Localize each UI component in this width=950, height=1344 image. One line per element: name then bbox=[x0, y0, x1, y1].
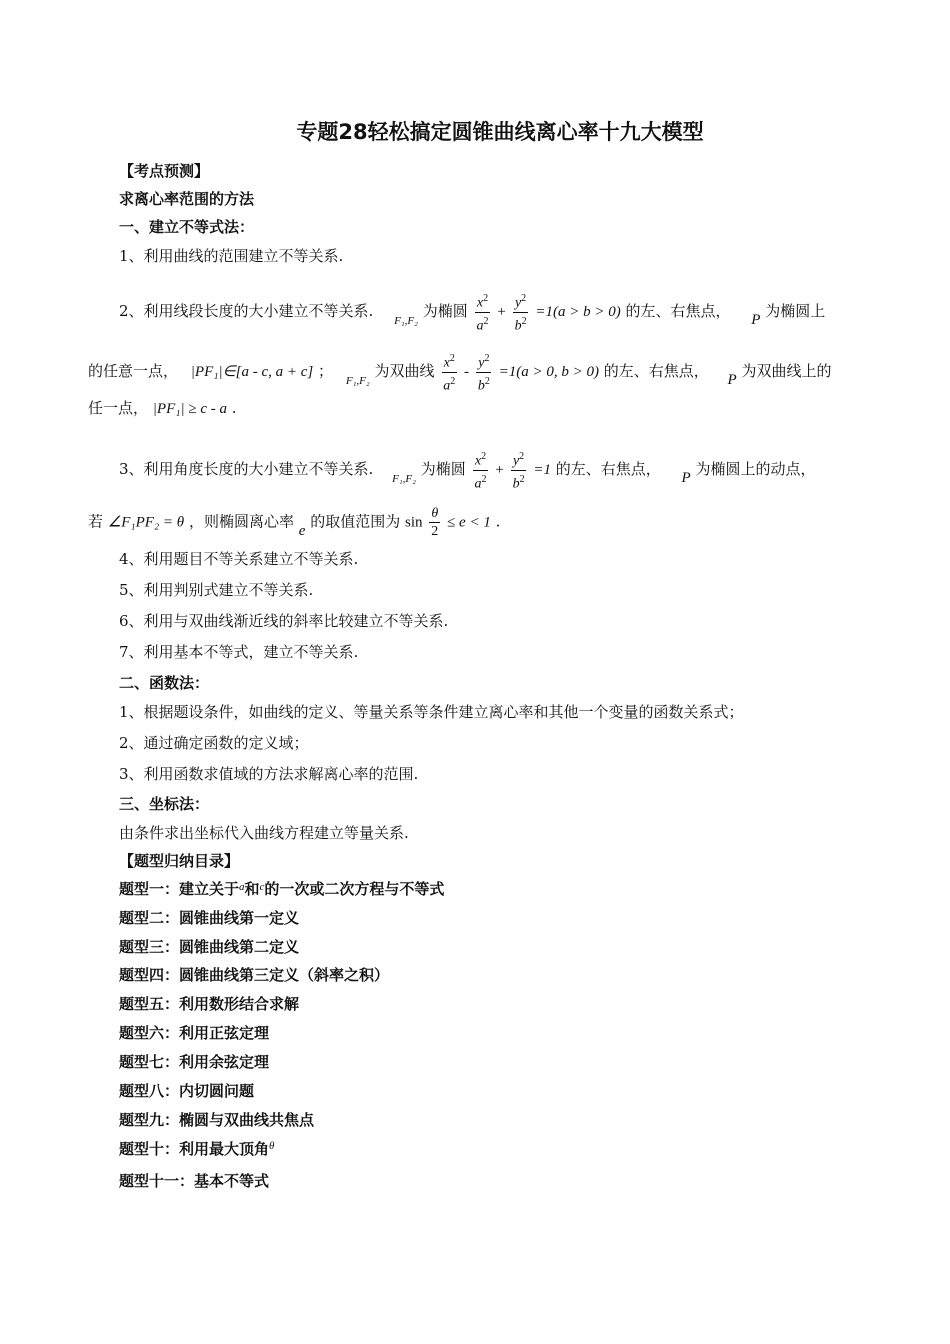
m1-item3-line2-b: ，则椭圆离心率 bbox=[188, 512, 294, 531]
page-title: 专题28轻松搞定圆锥曲线离心率十九大模型 bbox=[296, 120, 704, 144]
m1-item2-end: . bbox=[231, 399, 237, 417]
m1-item3-line2: 若 ∠F₁PF₂ = θ ，则椭圆离心率 e 的取值范围为 sin $\frac{\theta}{2}$ ≤ e < 1 . bbox=[88, 506, 501, 539]
m1-item2-tail: 为椭圆上 bbox=[765, 302, 826, 321]
fraction-y2-b2: $\frac{y^2}{b^2}$ bbox=[513, 290, 529, 334]
m1-item2-cond2: =1(a > 0, b > 0) bbox=[498, 364, 599, 381]
m3-item1: 由条件求出坐标代入曲线方程建立等量关系. bbox=[119, 824, 409, 842]
type-2: 题型二：圆锥曲线第一定义 bbox=[119, 909, 300, 927]
m1-item2-foci2: 的左、右焦点， bbox=[603, 362, 709, 381]
forecast-header: 【考点预测】 bbox=[119, 162, 210, 180]
type-1-tail: 的一次或二次方程与不等式 bbox=[264, 880, 445, 898]
m1-item2-p: P bbox=[751, 312, 761, 329]
method1-heading: 一、建立不等式法： bbox=[119, 218, 255, 236]
fraction-y2-b2-item3: $\frac{y^2}{b^2}$ bbox=[511, 448, 527, 492]
type-11: 题型十一：基本不等式 bbox=[119, 1172, 270, 1190]
type-1-label: 题型一：建立关于 bbox=[119, 880, 240, 898]
type-1-a: a bbox=[239, 881, 245, 893]
type-8: 题型八：内切圆问题 bbox=[119, 1082, 255, 1100]
m1-item3-sin: sin bbox=[404, 514, 423, 531]
type-4: 题型四：圆锥曲线第三定义（斜率之积） bbox=[119, 966, 390, 984]
fraction-x2-a2-item3: $\frac{x^2}{a^2}$ bbox=[473, 448, 489, 492]
type-1 bbox=[119, 878, 444, 902]
type-1-and: 和 bbox=[244, 880, 260, 898]
m1-item2-tail2: 为双曲线上的 bbox=[741, 362, 832, 381]
m1-item3-is-ellipse: 为椭圆 bbox=[420, 460, 466, 479]
m2-item1: 1、根据题设条件，如曲线的定义、等量关系等条件建立离心率和其他一个变量的函数关系式； bbox=[119, 703, 744, 721]
m1-item2-p-2: P bbox=[727, 372, 737, 389]
m1-item3-line2-c: 的取值范围为 bbox=[310, 512, 401, 531]
m1-item2-is-hyper: 为双曲线 bbox=[374, 362, 435, 381]
m1-item2-foci-label-2: F₁,F₂ bbox=[345, 375, 370, 388]
m1-item2-cond: =1(a > b > 0) bbox=[535, 304, 621, 321]
m2-item2: 2、通过确定函数的定义域； bbox=[119, 734, 309, 752]
type-10-theta: θ bbox=[269, 1140, 275, 1152]
m1-item2-line3-a: 任一点， bbox=[88, 399, 149, 417]
m1-item3-angle: ∠F₁PF₂ = θ bbox=[107, 514, 185, 531]
type-9: 题型九：椭圆与双曲线共焦点 bbox=[119, 1111, 315, 1129]
m1-item2-line2: 的任意一点， |PF₁|∈[a - c, a + c] ； $_{F_1,F_2}$ 为双曲线 $\frac{x^2}{a^2}$ - $\frac{y^2}{b^2}$ =1(a > 0, b > 0) 的左、右焦点， P 为双曲线上的 bbox=[88, 350, 832, 394]
m1-item3-p: P bbox=[681, 470, 691, 487]
m1-item3-line1: 3、利用角度长度的大小建立不等关系. $_{F_1,F_2}$ 为椭圆 $\frac{x^2}{a^2}$ + $\frac{y^2}{b^2}$ =1 的左、右焦点， P 为椭圆上的动点， bbox=[119, 448, 816, 492]
m1-item2-line2-a: 的任意一点， bbox=[88, 362, 179, 381]
type-3: 题型三：圆锥曲线第二定义 bbox=[119, 938, 300, 956]
type-10 bbox=[119, 1138, 274, 1162]
m1-item5: 5、利用判别式建立不等关系. bbox=[119, 581, 314, 599]
m1-item3-text: 3、利用角度长度的大小建立不等关系. bbox=[119, 460, 374, 479]
m1-item3-line2-a: 若 bbox=[88, 512, 104, 531]
type-10-label: 题型十：利用最大顶角 bbox=[119, 1140, 270, 1158]
m1-item2-semicolon: ； bbox=[318, 362, 334, 381]
m1-item1: 1、利用曲线的范围建立不等关系. bbox=[119, 247, 344, 265]
m1-item6: 6、利用与双曲线渐近线的斜率比较建立不等关系. bbox=[119, 612, 449, 630]
fraction-theta-2: $\frac{\theta}{2}$ bbox=[431, 506, 439, 539]
m1-item3-e: e bbox=[298, 522, 306, 539]
fraction-x2-a2-hyper: $\frac{x^2}{a^2}$ bbox=[441, 350, 457, 394]
m1-item3-foci: 的左、右焦点， bbox=[555, 460, 661, 479]
m1-item3-cond: =1 bbox=[533, 462, 551, 479]
m1-item2-is-ellipse: 为椭圆 bbox=[422, 302, 468, 321]
type-5: 题型五：利用数形结合求解 bbox=[119, 995, 300, 1013]
m1-item2-foci-label: F₁,F₂ bbox=[394, 315, 418, 328]
m2-item3: 3、利用函数求值域的方法求解离心率的范围. bbox=[119, 765, 419, 783]
m1-item7: 7、利用基本不等式，建立不等关系. bbox=[119, 643, 359, 661]
method3-heading: 三、坐标法： bbox=[119, 795, 210, 813]
m1-item4: 4、利用题目不等关系建立不等关系. bbox=[119, 550, 359, 568]
type-6: 题型六：利用正弦定理 bbox=[119, 1024, 270, 1042]
m1-item2-line3 bbox=[88, 397, 237, 420]
m1-item2-range: |PF₁|∈[a - c, a + c] bbox=[190, 364, 314, 381]
type-7: 题型七：利用余弦定理 bbox=[119, 1053, 270, 1071]
m1-item2-line1: 2、利用线段长度的大小建立不等关系. $_{F_1,F_2}$ 为椭圆 $\frac{x^2}{a^2}$ + $\frac{y^2}{b^2}$ =1(a > b > 0) 的左、右焦点， P 为椭圆上 bbox=[119, 290, 825, 334]
m1-item3-range: ≤ e < 1 bbox=[447, 514, 491, 531]
type-1-c: c bbox=[259, 881, 265, 893]
methods-heading: 求离心率范围的方法 bbox=[119, 190, 255, 208]
fraction-x2-a2: $\frac{x^2}{a^2}$ bbox=[475, 290, 491, 334]
m1-item3-foci-label: F₁,F₂ bbox=[392, 473, 416, 486]
m1-item3-tail: 为椭圆上的动点， bbox=[695, 460, 816, 479]
m1-item2-text: 2、利用线段长度的大小建立不等关系. bbox=[119, 302, 374, 321]
catalog-header: 【题型归纳目录】 bbox=[119, 852, 240, 870]
m1-item2-foci: 的左、右焦点， bbox=[625, 302, 731, 321]
method2-heading: 二、函数法： bbox=[119, 674, 210, 692]
m1-item2-ineq: |PF₁| ≥ c - a bbox=[152, 401, 227, 417]
fraction-y2-b2-hyper: $\frac{y^2}{b^2}$ bbox=[476, 350, 492, 394]
